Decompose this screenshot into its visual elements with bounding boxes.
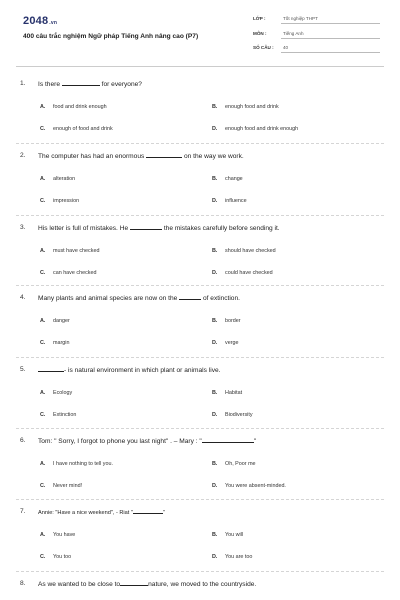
option-letter: A. <box>40 248 46 254</box>
question-text: The computer has had an enormous <box>38 153 147 160</box>
meta-class-value: Tốt nghiệp THPT <box>283 16 318 21</box>
option-letter: B. <box>212 318 218 324</box>
option-text: food and drink enough <box>53 104 107 110</box>
answer-option-a[interactable] <box>40 104 107 110</box>
option-letter: A. <box>40 176 46 182</box>
answer-option-a[interactable] <box>40 461 113 467</box>
answer-blank <box>202 437 257 445</box>
question-divider <box>16 143 384 144</box>
answer-option-c[interactable] <box>40 340 69 346</box>
option-text: Ecology <box>53 390 73 396</box>
answer-blank <box>62 80 100 86</box>
answer-option-c[interactable] <box>40 483 82 489</box>
site-logo[interactable] <box>23 15 57 27</box>
question-divider <box>16 285 384 286</box>
answer-option-c[interactable] <box>40 126 113 132</box>
option-letter: B. <box>212 461 218 467</box>
option-letter: D. <box>212 412 218 418</box>
answer-blank <box>179 294 201 300</box>
answer-option-d[interactable] <box>212 198 247 204</box>
document-header <box>0 0 400 64</box>
question-number: 1. <box>20 80 26 87</box>
option-text: I have nothing to tell you. <box>53 461 113 467</box>
meta-underline <box>281 52 380 53</box>
option-text: Habitat <box>225 390 243 396</box>
answer-option-a[interactable] <box>40 532 75 538</box>
question-text: - is natural environment in which plant or animals live. <box>64 367 221 374</box>
question-stem <box>38 152 244 160</box>
question-divider <box>16 499 384 500</box>
option-letter: A. <box>40 104 46 110</box>
option-text: influence <box>225 198 247 204</box>
option-text: can have checked <box>53 270 97 276</box>
option-text: margin <box>53 340 70 346</box>
option-text: Never mind! <box>53 483 83 489</box>
question-text: Tom: " Sorry, I forgot to phone you last night" . – Mary : " <box>38 438 202 445</box>
option-text: change <box>225 176 243 182</box>
question-number: 8. <box>20 580 26 587</box>
option-text: enough food and drink <box>225 104 279 110</box>
answer-option-b[interactable] <box>212 318 241 324</box>
question-stem <box>38 437 256 445</box>
option-text: Oh, Poor me <box>225 461 256 467</box>
question-text: Many plants and animal species are now on the <box>38 295 180 302</box>
answer-option-d[interactable] <box>212 270 273 276</box>
option-text: You will <box>225 532 244 538</box>
answer-option-c[interactable] <box>40 554 71 560</box>
answer-option-a[interactable] <box>40 248 99 254</box>
answer-option-c[interactable] <box>40 198 79 204</box>
answer-option-c[interactable] <box>40 412 76 418</box>
answer-option-b[interactable] <box>212 248 276 254</box>
question-stem <box>38 366 221 374</box>
question-stem <box>38 224 280 232</box>
option-letter: C. <box>40 340 46 346</box>
option-text: should have checked <box>225 248 276 254</box>
answer-option-b[interactable] <box>212 532 243 538</box>
question-text: of extinction. <box>201 295 240 302</box>
question-number: 6. <box>20 437 26 444</box>
meta-subject <box>253 29 380 39</box>
meta-class <box>253 14 380 24</box>
answer-option-a[interactable] <box>40 176 75 182</box>
question-text: " <box>162 510 165 516</box>
question-divider <box>16 215 384 216</box>
option-letter: D. <box>212 198 218 204</box>
meta-count-value: 40 <box>283 45 289 50</box>
option-letter: D. <box>212 340 218 346</box>
question-number: 4. <box>20 294 26 301</box>
question-divider <box>16 428 384 429</box>
option-text: border <box>225 318 241 324</box>
option-letter: B. <box>212 104 218 110</box>
option-letter: C. <box>40 198 46 204</box>
option-letter: A. <box>40 318 46 324</box>
option-text: must have checked <box>53 248 100 254</box>
question-text: His letter is full of mistakes. He <box>38 225 130 232</box>
meta-count <box>253 43 380 53</box>
option-letter: B. <box>212 390 218 396</box>
logo-sub: .vn <box>49 20 58 26</box>
question-stem <box>38 80 142 88</box>
question-text: Is there <box>38 81 62 88</box>
answer-option-b[interactable] <box>212 461 256 467</box>
option-letter: A. <box>40 461 46 467</box>
option-text: You were absent-minded. <box>225 483 286 489</box>
option-letter: B. <box>212 176 218 182</box>
option-text: danger <box>53 318 70 324</box>
option-letter: C. <box>40 126 46 132</box>
option-letter: B. <box>212 248 218 254</box>
option-text: could have checked <box>225 270 273 276</box>
answer-option-c[interactable] <box>40 270 96 276</box>
option-text: verge <box>225 340 239 346</box>
answer-option-d[interactable] <box>212 483 286 489</box>
answer-blank <box>130 224 162 230</box>
meta-subject-key: MÔN : <box>253 31 267 36</box>
meta-subject-value: Tiếng Anh <box>283 31 304 36</box>
option-letter: D. <box>212 483 218 489</box>
logo-main: 2048 <box>23 15 49 27</box>
question-number: 2. <box>20 152 26 159</box>
option-text: Extinction <box>53 412 77 418</box>
option-letter: D. <box>212 554 218 560</box>
option-text: alteration <box>53 176 76 182</box>
option-text: You too <box>53 554 72 560</box>
answer-option-d[interactable] <box>212 340 239 346</box>
option-letter: D. <box>212 270 218 276</box>
header-divider <box>16 66 384 67</box>
meta-underline <box>281 23 380 24</box>
question-divider <box>16 571 384 572</box>
option-letter: C. <box>40 554 46 560</box>
answer-blank <box>133 508 163 514</box>
option-letter: C. <box>40 412 46 418</box>
answer-option-b[interactable] <box>212 176 243 182</box>
option-letter: C. <box>40 483 46 489</box>
answer-option-b[interactable] <box>212 390 242 396</box>
answer-option-d[interactable] <box>212 126 298 132</box>
answer-blank <box>120 580 148 586</box>
answer-option-b[interactable] <box>212 104 279 110</box>
question-stem <box>38 580 256 588</box>
meta-count-key: SỐ CÂU : <box>253 45 274 50</box>
option-text: enough food and drink enough <box>225 126 299 132</box>
question-text: As we wanted to be close to <box>38 581 121 588</box>
question-number: 7. <box>20 508 26 515</box>
meta-underline <box>281 38 380 39</box>
option-letter: A. <box>40 532 46 538</box>
question-stem <box>38 294 240 302</box>
question-stem <box>38 508 165 516</box>
option-text: enough of food and drink <box>53 126 113 132</box>
question-number: 3. <box>20 224 26 231</box>
option-text: You have <box>53 532 76 538</box>
answer-option-d[interactable] <box>212 412 253 418</box>
question-number: 5. <box>20 366 26 373</box>
page-title: 400 câu trắc nghiệm Ngữ pháp Tiếng Anh nâng cao (P7) <box>23 33 199 40</box>
meta-class-key: LỚP : <box>253 16 266 21</box>
answer-blank <box>146 152 182 158</box>
answer-option-a[interactable] <box>40 318 70 324</box>
option-text: Biodiversity <box>225 412 253 418</box>
question-text: nature, we moved to the countryside. <box>148 581 257 588</box>
option-text: You are too <box>225 554 253 560</box>
question-text: for everyone? <box>99 81 142 88</box>
question-divider <box>16 357 384 358</box>
answer-option-d[interactable] <box>212 554 252 560</box>
option-letter: A. <box>40 390 46 396</box>
option-letter: C. <box>40 270 46 276</box>
question-text: Annie: "Have a nice weekend", - Riat " <box>38 510 133 516</box>
question-text: on the way we work. <box>182 153 244 160</box>
question-text: the mistakes carefully before sending it. <box>161 225 280 232</box>
question-text: " <box>253 438 257 445</box>
answer-option-a[interactable] <box>40 390 72 396</box>
option-letter: B. <box>212 532 218 538</box>
option-letter: D. <box>212 126 218 132</box>
answer-blank <box>38 366 64 372</box>
option-text: impression <box>53 198 80 204</box>
